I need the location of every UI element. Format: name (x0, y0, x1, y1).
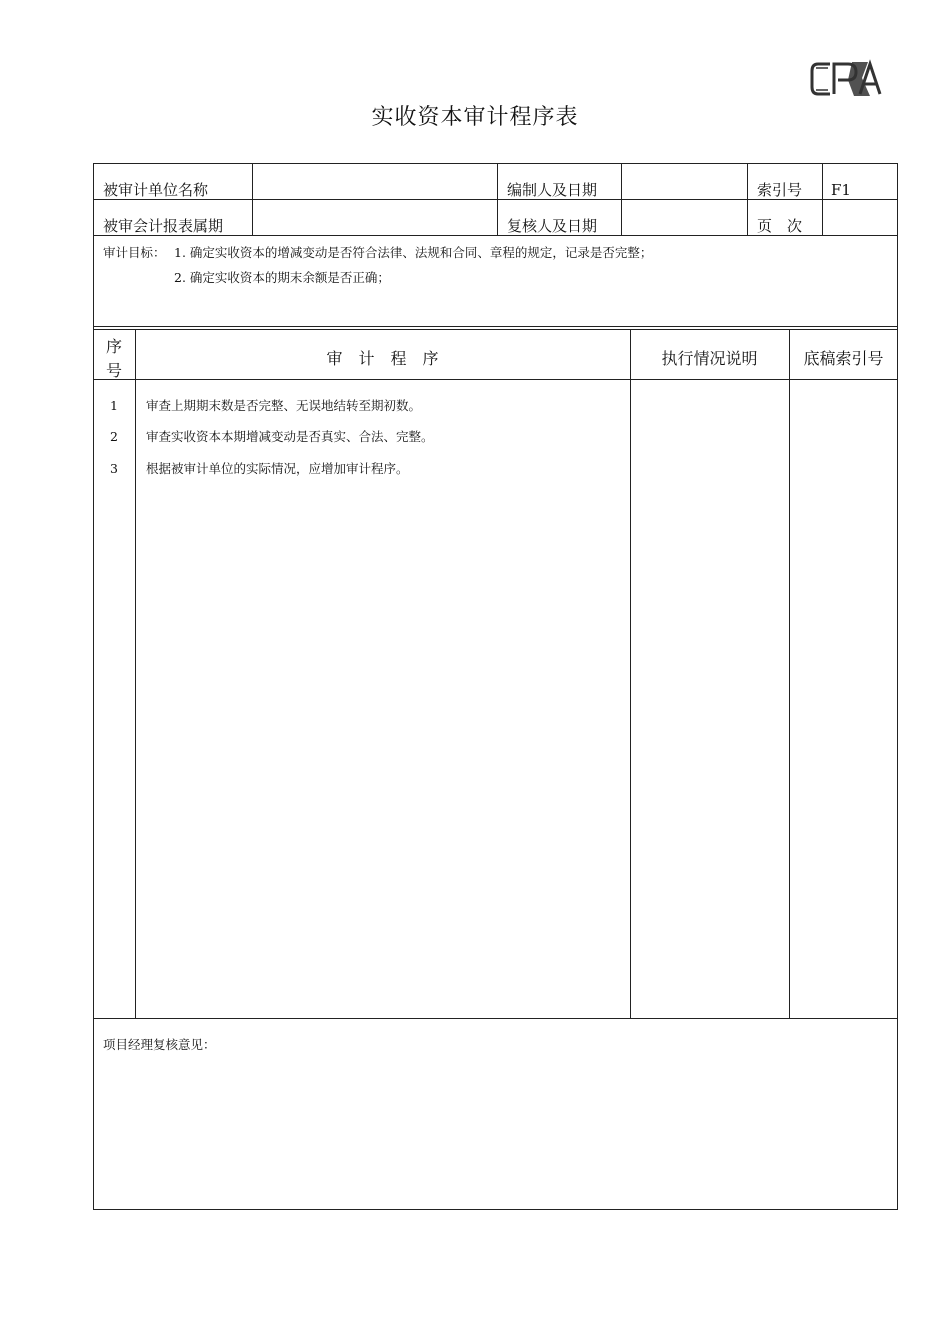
col-divider (789, 329, 790, 1018)
row-procedure: 审查上期期末数是否完整、无误地结转至期初数。 (146, 398, 422, 413)
col-divider (497, 163, 498, 235)
index-label: 索引号 (757, 181, 803, 199)
row-divider (93, 199, 898, 200)
manager-review-field[interactable] (103, 1060, 888, 1200)
cpa-logo (808, 58, 886, 100)
row-divider (93, 1018, 898, 1019)
col-divider (621, 163, 622, 235)
manager-review-label: 项目经理复核意见： (103, 1037, 216, 1052)
objective-item: 1. 确定实收资本的增减变动是否符合法律、法规和合同、章程的规定，记录是否完整； (174, 245, 653, 260)
row-divider (93, 329, 898, 330)
col-divider (822, 163, 823, 235)
procedure-header: 审 计 程 序 (326, 349, 439, 368)
workpaper-ref-header: 底稿索引号 (803, 349, 884, 368)
objective-label: 审计目标： (103, 245, 166, 260)
page-number-label: 页 次 (757, 217, 803, 235)
row-procedure: 根据被审计单位的实际情况，应增加审计程序。 (146, 461, 409, 476)
row-divider (93, 235, 898, 236)
col-divider (135, 329, 136, 1018)
col-divider (630, 329, 631, 1018)
report-period-label: 被审会计报表属期 (103, 217, 224, 235)
col-divider (252, 163, 253, 235)
preparer-label: 编制人及日期 (507, 181, 598, 199)
row-seq: 3 (110, 461, 118, 476)
objective-item: 2. 确定实收资本的期末余额是否正确； (174, 270, 390, 285)
row-seq: 1 (110, 398, 118, 413)
seq-header-top: 序 (105, 337, 122, 356)
row-divider (93, 326, 898, 327)
index-value[interactable]: F1 (831, 181, 851, 199)
row-procedure: 审查实收资本本期增减变动是否真实、合法、完整。 (146, 429, 434, 444)
col-divider (747, 163, 748, 235)
row-seq: 2 (110, 429, 118, 444)
unit-name-label: 被审计单位名称 (103, 181, 209, 199)
reviewer-label: 复核人及日期 (507, 217, 598, 235)
seq-header-bottom: 号 (105, 361, 122, 380)
page-title: 实收资本审计程序表 (371, 105, 579, 130)
execution-header: 执行情况说明 (661, 349, 758, 368)
row-divider (93, 379, 898, 380)
